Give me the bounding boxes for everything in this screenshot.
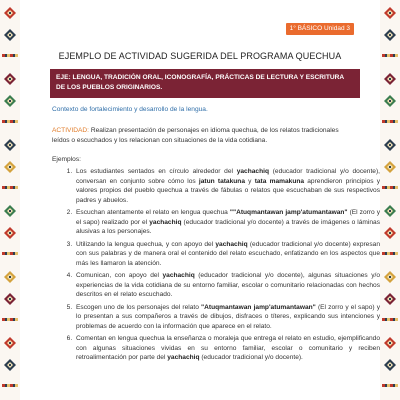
border-motif-icon bbox=[4, 336, 16, 348]
border-motif-icon bbox=[384, 336, 396, 348]
border-motif-icon bbox=[384, 72, 396, 84]
border-stripe bbox=[2, 120, 18, 123]
example-item-1: 1. Los estudiantes sentados en círculo alrededor del yachachiq (educador tradicional y/o docente), conversan en conjunto sobre cómo los jatun tatakuna y tata mamakuna aprendieron principios y valores propios del pueblo quechua a través de fábulas o relatos que escuchaban de sus respectivos padres y abuelos. bbox=[74, 167, 380, 205]
border-motif-icon bbox=[384, 226, 396, 238]
border-motif-icon bbox=[4, 94, 16, 106]
border-stripe bbox=[382, 54, 398, 57]
border-motif-icon bbox=[384, 94, 396, 106]
example-item-3: 3. Utilizando la lengua quechua, y con apoyo del yachachiq (educador tradicional y/o docente) expresan con sus palabras y de manera oral el contenido del relato escuchado, enfatizando en los aspectos que más les llamaron la atención. bbox=[74, 240, 380, 269]
page-title: EJEMPLO DE ACTIVIDAD SUGERIDA DEL PROGRAMA QUECHUA bbox=[58, 51, 342, 61]
border-motif-icon bbox=[384, 6, 396, 18]
border-motif-icon bbox=[384, 270, 396, 282]
border-motif-icon bbox=[4, 72, 16, 84]
examples-list bbox=[52, 167, 380, 366]
border-motif-icon bbox=[4, 270, 16, 282]
border-motif-icon bbox=[4, 204, 16, 216]
context-text: Contexto de fortalecimiento y desarrollo de la lengua. bbox=[52, 106, 208, 113]
right-decorative-border bbox=[380, 0, 400, 400]
border-stripe bbox=[2, 318, 18, 321]
border-stripe bbox=[382, 384, 398, 387]
border-stripe bbox=[2, 384, 18, 387]
axis-banner: EJE: LENGUA, TRADICIÓN ORAL, ICONOGRAFÍA, PRÁCTICAS DE LECTURA Y ESCRITURA DE LOS PUEBLOS ORIGINARIOS. bbox=[50, 69, 360, 98]
border-motif-icon bbox=[384, 204, 396, 216]
activity-paragraph bbox=[52, 126, 357, 145]
grade-unit-badge: 1° BÁSICO Unidad 3 bbox=[286, 23, 354, 35]
border-motif-icon bbox=[4, 226, 16, 238]
border-motif-icon bbox=[4, 28, 16, 40]
border-motif-icon bbox=[4, 160, 16, 172]
border-motif-icon bbox=[384, 138, 396, 150]
border-motif-icon bbox=[4, 138, 16, 150]
border-motif-icon bbox=[4, 292, 16, 304]
border-stripe bbox=[2, 186, 18, 189]
example-item-4: 4. Comunican, con apoyo del yachachiq (educador tradicional y/o docente), algunas situaciones y/o experiencias de la vida cotidiana de su entorno familiar, escolar o comunitario relacionadas con hechos descritos en el relato escuchado. bbox=[74, 271, 380, 300]
activity-text: Realizan presentación de personajes en idioma quechua, de los relatos tradicionales leídos o escuchados y los relacionan con situaciones de la vida cotidiana. bbox=[52, 127, 339, 144]
border-stripe bbox=[382, 318, 398, 321]
example-item-2: 2. Escuchan atentamente el relato en lengua quechua ""Atuqmantawan jamp'atumantawan" (El zorro y el sapo) realizado por el yachachiq (educador tradicional y/o docente) a través de imágenes o láminas alusivas a los personajes. bbox=[74, 208, 380, 237]
border-stripe bbox=[2, 54, 18, 57]
border-stripe bbox=[382, 186, 398, 189]
border-stripe bbox=[382, 252, 398, 255]
border-motif-icon bbox=[384, 28, 396, 40]
border-motif-icon bbox=[384, 358, 396, 370]
border-motif-icon bbox=[384, 292, 396, 304]
border-motif-icon bbox=[384, 160, 396, 172]
border-motif-icon bbox=[4, 358, 16, 370]
border-stripe bbox=[382, 120, 398, 123]
border-motif-icon bbox=[4, 6, 16, 18]
left-decorative-border bbox=[0, 0, 20, 400]
border-stripe bbox=[2, 252, 18, 255]
example-item-6: 6. Comentan en lengua quechua la enseñanza o moraleja que entrega el relato en estudio, ejemplificando con algunas situaciones vividas en su entorno familiar, escolar o comunitario y reciben retroalimentación por parte del yachachiq (educador tradicional y/o docente). bbox=[74, 334, 380, 363]
activity-label: ACTIVIDAD: bbox=[52, 127, 90, 134]
examples-label: Ejemplos: bbox=[52, 156, 81, 163]
example-item-5: 5. Escogen uno de los personajes del relato "Atuqmantawan jamp'atumantawan" (El zorro y el sapo) y lo presentan a sus compañeros a través de dibujos, disfraces o títeres, explicando sus intenciones y problemas de acuerdo con la información que aparece en el relato. bbox=[74, 303, 380, 332]
